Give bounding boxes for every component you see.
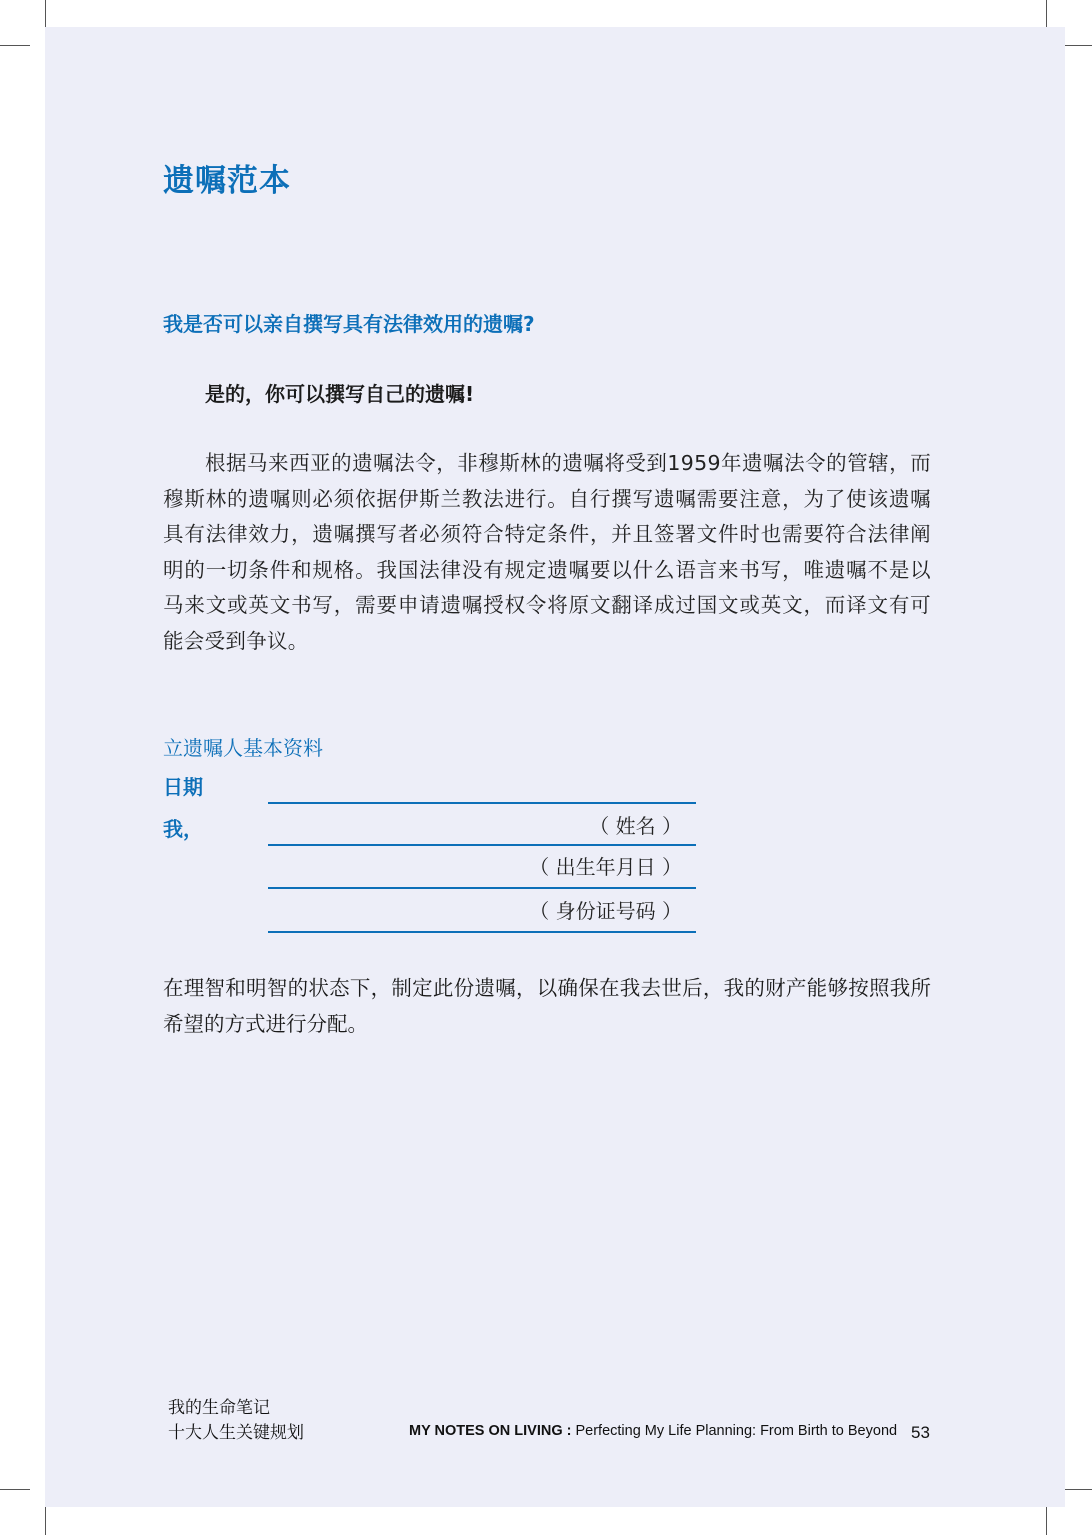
- crop-mark: [1046, 0, 1047, 28]
- answer-text: 是的，你可以撰写自己的遗嘱!: [205, 382, 475, 406]
- birthdate-fill-line[interactable]: [268, 887, 696, 889]
- crop-mark: [1065, 1489, 1092, 1490]
- body-paragraph: 根据马来西亚的遗嘱法令，非穆斯林的遗嘱将受到1959年遗嘱法令的管辖，而穆斯林的遗嘱则必须依据伊斯兰教法进行。自行撰写遗嘱需要注意，为了使该遗嘱具有法律效力，遗嘱撰写者必须符合特定条件，并且签署文件时也需要符合法律阐明的一切条件和规格。我国法律没有规定遗嘱要以什么语言来书写，唯遗嘱不是以马来文或英文书写，需要申请遗嘱授权令将原文翻译成过国文或英文，而译文有可能会受到争议。: [163, 451, 931, 653]
- date-label: 日期: [163, 775, 203, 799]
- question-heading: 我是否可以亲自撰写具有法律效用的遗嘱?: [163, 312, 535, 336]
- name-fill-line[interactable]: [268, 844, 696, 846]
- crop-mark: [45, 1507, 46, 1535]
- date-fill-line[interactable]: [268, 802, 696, 804]
- page-number: 53: [911, 1423, 930, 1442]
- page-background: [45, 27, 1065, 1507]
- page-title: 遗嘱范本: [163, 163, 291, 199]
- footer-book-title-cn-1: 我的生命笔记: [168, 1398, 270, 1418]
- birthdate-caption: （ 出生年月日 ）: [529, 855, 682, 879]
- name-caption: （ 姓名 ）: [589, 814, 682, 838]
- form-section-heading: 立遗嘱人基本资料: [163, 736, 323, 760]
- footer-title-rest: Perfecting My Life Planning: From Birth to Beyond: [571, 1423, 898, 1439]
- crop-mark: [0, 1489, 30, 1490]
- footer-book-title-en: [409, 1423, 897, 1439]
- id-caption: （ 身份证号码 ）: [529, 899, 682, 923]
- footer-title-bold: MY NOTES ON LIVING :: [409, 1423, 572, 1439]
- id-fill-line[interactable]: [268, 931, 696, 933]
- footer-book-title-cn-2: 十大人生关键规划: [168, 1423, 304, 1443]
- crop-mark: [1046, 1507, 1047, 1535]
- crop-mark: [0, 45, 30, 46]
- self-label: 我，: [163, 817, 203, 841]
- statement-paragraph: 在理智和明智的状态下，制定此份遗嘱，以确保在我去世后，我的财产能够按照我所希望的方式进行分配。: [163, 976, 931, 1036]
- crop-mark: [1065, 45, 1092, 46]
